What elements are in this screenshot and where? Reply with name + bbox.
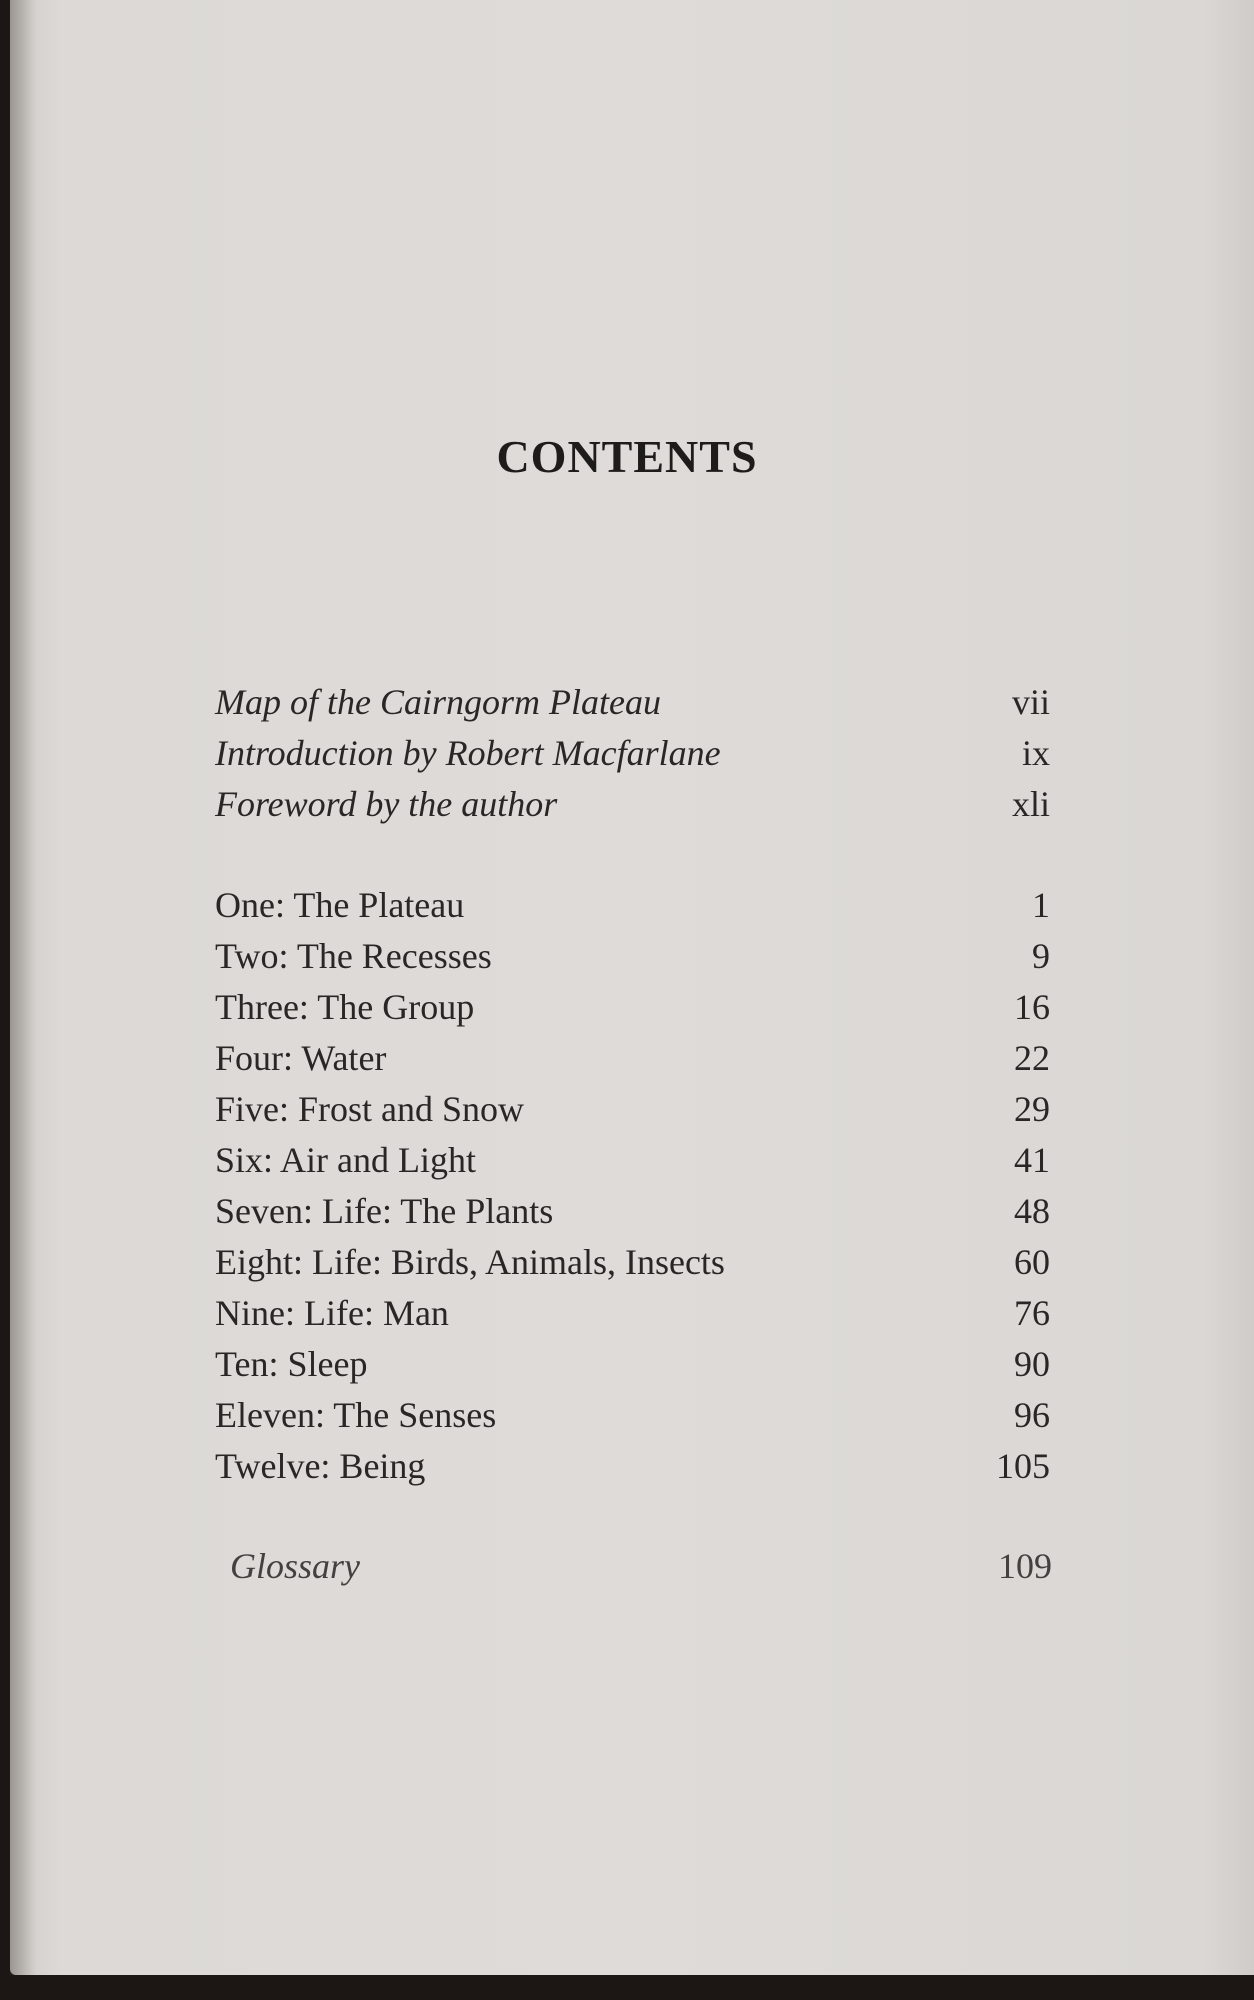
- toc-entry-page: 29: [1014, 1089, 1050, 1129]
- toc-entry-chapter: [215, 1186, 1050, 1236]
- toc-entry-title: Seven: Life: The Plants: [215, 1191, 554, 1231]
- toc-entry-title: Three: The Group: [215, 987, 475, 1027]
- toc-entry-page: 41: [1014, 1140, 1050, 1180]
- toc-entry-chapter: [215, 1288, 1050, 1338]
- toc-entry-page: 90: [1014, 1344, 1050, 1384]
- toc-entry-page: 1: [1032, 885, 1050, 925]
- toc-entry-page: 22: [1014, 1038, 1050, 1078]
- toc-entry-chapter: [215, 880, 1050, 930]
- toc-entry-chapter: [215, 982, 1050, 1032]
- toc-entry-title: Six: Air and Light: [215, 1140, 476, 1180]
- toc-entry-chapter: [215, 1339, 1050, 1389]
- toc-entry-page: 60: [1014, 1242, 1050, 1282]
- toc-entry-page: xli: [1011, 784, 1050, 824]
- toc-entry-title: One: The Plateau: [215, 885, 465, 925]
- toc-entry-title: Eight: Life: Birds, Animals, Insects: [215, 1242, 725, 1282]
- toc-entry-chapter: [215, 1390, 1050, 1440]
- toc-entry-chapter: [215, 1135, 1050, 1185]
- toc-entry-page: vii: [1011, 682, 1050, 722]
- toc-entry-chapter: [215, 1237, 1050, 1287]
- toc-entry-title: Glossary: [230, 1546, 361, 1586]
- toc-entry-title: Introduction by Robert Macfarlane: [215, 733, 721, 773]
- toc-entry-page: 9: [1032, 936, 1050, 976]
- toc-entry-title: Four: Water: [215, 1038, 387, 1078]
- toc-entry-title: Ten: Sleep: [215, 1344, 368, 1384]
- toc-entry-chapter: [215, 931, 1050, 981]
- toc-entry-page: 16: [1014, 987, 1050, 1027]
- toc-entry-title: Foreword by the author: [215, 784, 558, 824]
- toc-entry-page: 96: [1014, 1395, 1050, 1435]
- toc-entry-chapter: [215, 1084, 1050, 1134]
- toc-entry-title: Nine: Life: Man: [215, 1293, 449, 1333]
- contents-heading: CONTENTS: [496, 431, 758, 482]
- toc-entry-page: ix: [1021, 733, 1050, 773]
- toc-entry-title: Twelve: Being: [215, 1446, 426, 1486]
- toc-entry-chapter: [215, 1441, 1050, 1491]
- toc-entry-introduction: [215, 728, 1050, 778]
- toc-entry-glossary: [230, 1541, 1052, 1591]
- toc-entry-title: Eleven: The Senses: [215, 1395, 497, 1435]
- toc-entry-title: Map of the Cairngorm Plateau: [215, 682, 661, 722]
- toc-entry-title: Two: The Recesses: [215, 936, 492, 976]
- toc-entry-page: 76: [1014, 1293, 1050, 1333]
- toc-entry-chapter: [215, 1033, 1050, 1083]
- toc-entry-page: 109: [998, 1546, 1052, 1586]
- toc-entry-page: 105: [996, 1446, 1050, 1486]
- toc-entry-title: Five: Frost and Snow: [215, 1089, 525, 1129]
- toc-entry-map: [215, 677, 1050, 727]
- toc-entry-page: 48: [1014, 1191, 1050, 1231]
- toc-entry-foreword: [215, 779, 1050, 829]
